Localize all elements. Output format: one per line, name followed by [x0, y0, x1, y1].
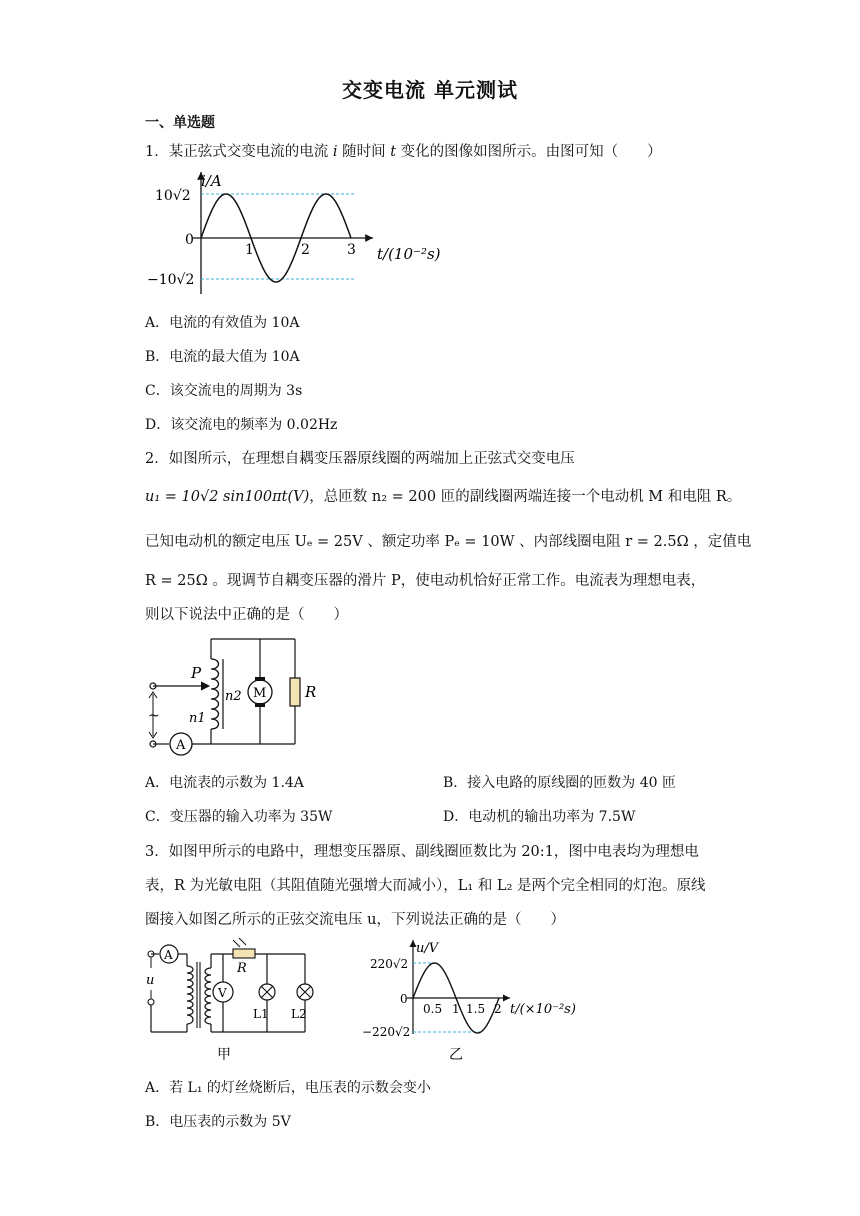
q3-lamp2-label: L2 — [291, 1007, 307, 1021]
q3-caption-yi: 乙 — [449, 1047, 463, 1063]
q3-caption-jia: 甲 — [217, 1047, 231, 1063]
q3-line3: 圈接入如图乙所示的正弦交流电压 u，下列说法正确的是（ ） — [145, 912, 565, 928]
q1-stem-var-i: i — [332, 144, 338, 160]
q2-n2-label: n2 — [225, 689, 242, 704]
q2-coil — [211, 659, 219, 729]
q1-tick-3: 3 — [347, 242, 356, 258]
q3-resistor-label: R — [237, 961, 247, 976]
q2-source-symbol: ~ — [148, 708, 160, 724]
q1-origin-label: 0 — [185, 232, 194, 248]
page-title: 交变电流 单元测试 — [342, 78, 518, 102]
q3-secondary-coil — [205, 968, 211, 1024]
q3-source-label: u — [146, 973, 155, 988]
q3-option-b[interactable]: B．电压表的示数为 5V — [145, 1114, 291, 1130]
q3-tick-15: 1.5 — [466, 1002, 486, 1016]
q2-line1: 2．如图所示，在理想自耦变压器原线圈的两端加上正弦式交变电压 — [145, 451, 575, 467]
q2-line5: 则以下说法中正确的是（ ） — [145, 607, 348, 623]
q2-autotransformer-circuit — [145, 634, 335, 759]
q1-ybottom-label: −10√2 — [147, 272, 195, 288]
q1-option-d[interactable]: D．该交流电的频率为 0.02Hz — [145, 417, 338, 433]
q2-motor-label: M — [253, 686, 267, 701]
q3-lamp1-label: L1 — [253, 1007, 269, 1021]
q2-resistor — [290, 678, 300, 706]
q1-option-b[interactable]: B．电流的最大值为 10A — [145, 349, 300, 365]
q2-line2-rest: ，总匝数 n₂ = 200 匝的副线圈两端连接一个电动机 M 和电阻 R。 — [309, 489, 742, 505]
q3-tick-05: 0.5 — [423, 1002, 443, 1016]
q2-option-a[interactable]: A．电流表的示数为 1.4A — [145, 775, 304, 791]
q1-stem — [145, 140, 662, 161]
q3-xlabel: t/(×10⁻²s) — [510, 1002, 576, 1017]
q1-tick-2: 2 — [301, 242, 310, 258]
q1-stem-part: 1．某正弦式交变电流的电流 — [145, 144, 333, 160]
q3-tick-2: 2 — [494, 1002, 502, 1016]
q2-resistor-label: R — [305, 683, 317, 701]
q1-tick-1: 1 — [245, 242, 254, 258]
q3-ybottom-label: −220√2 — [362, 1025, 411, 1039]
q2-formula: u₁ = 10√2 sin100πt(V) — [145, 489, 310, 505]
q3-photoresistor — [233, 949, 255, 958]
q2-option-c[interactable]: C．变压器的输入功率为 35W — [145, 809, 333, 825]
q3-origin-label: 0 — [400, 992, 408, 1006]
q2-line2 — [145, 485, 741, 506]
q1-xlabel: t/(10⁻²s) — [377, 245, 441, 263]
q1-current-graph — [145, 166, 445, 296]
q2-ammeter-label: A — [176, 738, 186, 753]
q3-line2: 表，R 为光敏电阻（其阻值随光强增大而减小），L₁ 和 L₂ 是两个完全相同的灯泡。原线 — [145, 878, 706, 894]
q1-ylabel: i/A — [201, 172, 222, 190]
q3-tick-1: 1 — [452, 1002, 460, 1016]
q1-stem-var-t: t — [390, 144, 397, 160]
q3-line1: 3．如图甲所示的电路中，理想变压器原、副线圈匝数比为 20:1，图中电表均为理想电 — [145, 844, 699, 860]
q1-stem-part: 随时间 — [337, 144, 391, 160]
q2-slider-label: P — [191, 664, 202, 682]
q3-ylabel: u/V — [416, 941, 439, 956]
q2-option-b[interactable]: B．接入电路的原线圈的匝数为 40 匝 — [443, 775, 677, 791]
q3-primary-coil — [187, 966, 193, 1024]
q3-ytop-label: 220√2 — [370, 957, 409, 971]
q3-ammeter-label: A — [164, 948, 173, 962]
q1-option-a[interactable]: A．电流的有效值为 10A — [145, 315, 300, 331]
q2-option-d[interactable]: D．电动机的输出功率为 7.5W — [443, 809, 636, 825]
section-heading: 一、单选题 — [145, 115, 215, 131]
q1-ytop-label: 10√2 — [155, 188, 191, 204]
q2-line4: R = 25Ω 。现调节自耦变压器的滑片 P，使电动机恰好正常工作。电流表为理想电表， — [145, 573, 706, 589]
q1-stem-part: 变化的图像如图所示。由图可知（ ） — [396, 144, 662, 160]
q3-figure-jia-circuit — [145, 936, 330, 1066]
q3-voltmeter-label: V — [218, 986, 227, 1000]
q3-option-a[interactable]: A．若 L₁ 的灯丝烧断后，电压表的示数会变小 — [145, 1080, 431, 1096]
q2-line3: 已知电动机的额定电压 Uₑ = 25V 、额定功率 Pₑ = 10W 、内部线圈电阻 r = 2.5Ω ，定值电 — [145, 534, 752, 550]
q3-figure-yi-graph — [360, 934, 580, 1066]
q2-n1-label: n1 — [189, 711, 206, 726]
q1-option-c[interactable]: C．该交流电的周期为 3s — [145, 383, 303, 399]
